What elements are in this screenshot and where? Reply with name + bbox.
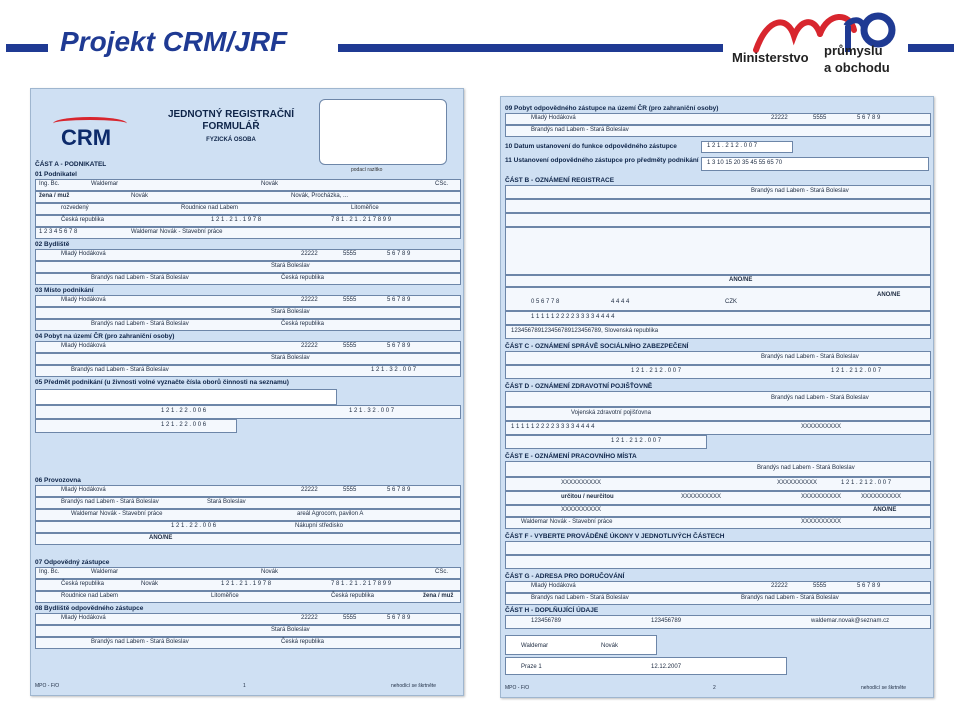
value-h-prijmeni: Novák: [601, 643, 619, 649]
value-obor-1: 1 2 1 . 2 2 . 0 0 6: [161, 408, 207, 414]
row-b-fu: [505, 185, 931, 199]
value-titul: Ing. Bc.: [39, 181, 60, 187]
value-h-fax: 123456789: [651, 618, 682, 624]
value-g-ulice: Mladý Hodáková: [531, 583, 576, 589]
row-f-1: [505, 541, 931, 555]
section-08-heading: 08 Bydliště odpovědného zástupce: [35, 605, 144, 612]
value-pobyt-cast-obce: Stará Boleslav: [271, 355, 310, 361]
value-e-obec: Brandýs nad Labem - Stará Boleslav: [757, 465, 855, 471]
mpo-logo: [728, 6, 906, 86]
crm-logo-text: CRM: [61, 125, 112, 150]
value-zast-byd-psc: 5 6 7 8 9: [387, 615, 411, 621]
value-cp: 22222: [301, 251, 318, 257]
value-h-jmeno: Waldemar: [521, 643, 549, 649]
form-page-2: [500, 96, 934, 698]
row-b-1: [505, 199, 931, 213]
slide-header: [0, 0, 960, 90]
value-b-iban: 1 1 1 1 1 2 2 2 2 3 3 3 3 4 4 4 4: [531, 314, 615, 320]
value-09-co: 5555: [813, 115, 827, 121]
checkbox-b-anone[interactable]: ANO/NE: [729, 277, 753, 283]
value-prov-areal: areál Agrocom, pavilon A: [297, 511, 364, 517]
value-prov-co: 5555: [343, 487, 357, 493]
value-jmeno: Waldemar: [91, 181, 119, 187]
row-narozeni: [35, 203, 461, 215]
value-e-cislo-7: XXXXXXXXXX: [801, 519, 842, 525]
value-e-urcity: určitou / neurčitou: [561, 494, 614, 500]
section-06-heading: 06 Provozovna: [35, 477, 81, 484]
page1-footer-number: 1: [243, 683, 246, 689]
stamp-label: podací razítko: [351, 167, 383, 173]
value-rodne-prijmeni: Novák: [131, 193, 149, 199]
section-05-heading: 05 Předmět podnikání (u živnosti volné vyznačte čísla oborů činnosti na seznamu): [35, 379, 289, 386]
value-zast-byd-ulice: Mladý Hodáková: [61, 615, 106, 621]
header-bar-middle: [338, 44, 723, 52]
row-b-ucet: [505, 287, 931, 311]
section-02-heading: 02 Bydliště: [35, 241, 70, 248]
value-prov-psc: 5 6 7 8 9: [387, 487, 411, 493]
value-b-mena: CZK: [725, 299, 737, 305]
value-b-banka: 4 4 4 4: [611, 299, 630, 305]
value-cast-obce: Stará Boleslav: [271, 263, 310, 269]
value-e-cislo: XXXXXXXXXX: [561, 480, 602, 486]
value-zast-misto: Roudnice nad Labem: [61, 593, 119, 599]
value-zast-byd-cp: 22222: [301, 615, 318, 621]
value-zast-prijmeni: Novák: [261, 569, 279, 575]
value-misto-psc: 5 6 7 8 9: [387, 297, 411, 303]
part-b-heading: ČÁST B - OZNÁMENÍ REGISTRACE: [505, 177, 615, 184]
row-prov-oteviraci: [35, 533, 461, 545]
value-e-jmeno: Waldemar Novák - Stavební práce: [521, 519, 613, 525]
logo-text-prumyslu: [824, 42, 890, 76]
checkbox-e-anone[interactable]: ANO/NE: [873, 507, 897, 513]
logo-text-line3: a obchodu: [824, 60, 890, 75]
value-zast-stat2: Česká republika: [331, 593, 375, 599]
row-predmet-1: [35, 389, 337, 405]
value-pobyt-ulice: Mladý Hodáková: [61, 343, 106, 349]
section-04-heading: 04 Pobyt na území ČR (pro zahraniční osoby): [35, 333, 175, 340]
value-10-datum: 1 2 1 . 2 1 2 . 0 0 7: [707, 143, 758, 149]
row-f-2: [505, 555, 931, 569]
value-datum-narozeni: 1 2 1 . 2 1 . 1 9 7 8: [211, 217, 262, 223]
row-h-misto: [505, 657, 787, 675]
value-b-tel: 123456789123456789123456789, Slovenská republika: [511, 328, 659, 334]
row-pohlavi: [35, 191, 461, 203]
row-prov-druh: [35, 521, 461, 533]
value-co: 5555: [343, 251, 357, 257]
section-11-heading: 11 Ustanovení odpovědného zástupce pro předměty podnikání: [505, 157, 699, 164]
value-zast-byd-cast: Stará Boleslav: [271, 627, 310, 633]
value-misto-cp: 22222: [301, 297, 318, 303]
page1-footer-right: nehodící se škrtněte: [391, 683, 437, 689]
value-zast-byd-stat: Česká republika: [281, 639, 325, 645]
value-09-cp: 22222: [771, 115, 788, 121]
value-okres: Litoměřice: [351, 205, 379, 211]
value-zast-narozeni: 1 2 1 . 2 1 . 1 9 7 8: [221, 581, 272, 587]
value-firma: Waldemar Novák - Stavební práce: [131, 229, 223, 235]
value-e-cislo-5: XXXXXXXXXX: [861, 494, 902, 500]
row-ico: [35, 227, 461, 239]
row-predmet-2: [35, 405, 461, 419]
value-09-ulice: Mladý Hodáková: [531, 115, 576, 121]
value-pobyt-den: 1 2 1 . 3 2 . 0 0 7: [371, 367, 417, 373]
value-e-cislo-3: XXXXXXXXXX: [681, 494, 722, 500]
value-misto-cast-obce: Stará Boleslav: [271, 309, 310, 315]
logo-text-ministerstvo: Ministerstvo: [732, 50, 809, 65]
row-bydliste-obec: [35, 261, 461, 273]
value-stat: Česká republika: [61, 217, 105, 223]
value-d-iban: 1 1 1 1 1 2 2 2 2 3 3 3 3 4 4 4 4: [511, 424, 595, 430]
value-stav: rozvedený: [61, 205, 89, 211]
value-misto-stat: Česká republika: [281, 321, 325, 327]
value-h-telefon: 123456789: [531, 618, 562, 624]
value-psc: 5 6 7 8 9: [387, 251, 411, 257]
value-h-dne: 12.12.2007: [651, 664, 682, 670]
value-09-obec: Brandýs nad Labem - Stará Boleslav: [531, 127, 629, 133]
value-rodne-cislo: 7 8 1 . 2 1 . 2 1 7 8 9 9: [331, 217, 392, 223]
value-misto-narozeni: Roudnice nad Labem: [181, 205, 239, 211]
section-03-heading: 03 Místo podnikání: [35, 287, 94, 294]
part-e-heading: ČÁST E - OZNÁMENÍ PRACOVNÍHO MÍSTA: [505, 453, 637, 460]
page1-footer-left: MPO - F/O: [35, 683, 60, 689]
stamp-box: [319, 99, 447, 165]
value-pobyt-psc: 5 6 7 8 9: [387, 343, 411, 349]
value-misto-obec: Brandýs nad Labem - Stará Boleslav: [91, 321, 189, 327]
crm-logo: [53, 115, 133, 155]
value-prov-obec: Brandýs nad Labem - Stará Boleslav: [61, 499, 159, 505]
value-e-cislo-2: XXXXXXXXXX: [777, 480, 818, 486]
value-zast-pohlavi: žena / muž: [423, 593, 454, 599]
value-ico: 1 2 3 4 5 6 7 8: [39, 229, 78, 235]
value-g-cp: 22222: [771, 583, 788, 589]
value-zast-jmeno: Waldemar: [91, 569, 119, 575]
value-d-pojistovna: Vojenská zdravotní pojišťovna: [571, 410, 651, 416]
value-b-fu: Brandýs nad Labem - Stará Boleslav: [751, 188, 849, 194]
header-bar-right: [908, 44, 954, 52]
value-zast-byd-obec: Brandýs nad Labem - Stará Boleslav: [91, 639, 189, 645]
value-h-email: waldemar.novak@seznam.cz: [811, 618, 890, 624]
value-ulice: Mladý Hodáková: [61, 251, 106, 257]
row-c-1: [505, 351, 931, 365]
row-misto-obec: [35, 307, 461, 319]
value-predchozi: Novák, Procházka, ...: [291, 193, 349, 199]
value-prov-obor: 1 2 1 . 2 2 . 0 0 6: [171, 523, 217, 529]
value-titul-za: CSc.: [435, 181, 449, 187]
part-h-heading: ČÁST H - DOPLŇUJÍCÍ ÚDAJE: [505, 607, 599, 614]
row-b-3: [505, 227, 931, 275]
value-zast-rc: 7 8 1 . 2 1 . 2 1 7 8 9 9: [331, 581, 392, 587]
value-obor-2: 1 2 1 . 3 2 . 0 0 7: [349, 408, 395, 414]
logo-text-line2: průmyslu: [824, 43, 883, 58]
value-g-co: 5555: [813, 583, 827, 589]
value-c-datum: 1 2 1 . 2 1 2 . 0 0 7: [631, 368, 682, 374]
section-01-heading: 01 Podnikatel: [35, 171, 77, 178]
row-b-anone: [505, 275, 931, 287]
part-g-heading: ČÁST G - ADRESA PRO DORUČOVÁNÍ: [505, 573, 625, 580]
value-zast-titul-za: CSc.: [435, 569, 449, 575]
page2-footer-left: MPO - F/O: [505, 685, 530, 691]
value-d-datum: 1 2 1 . 2 1 2 . 0 0 7: [611, 438, 662, 444]
value-misto-ulice: Mladý Hodáková: [61, 297, 106, 303]
value-misto-co: 5555: [343, 297, 357, 303]
form-subtitle: FYZICKÁ OSOBA: [206, 137, 256, 143]
value-pohlavi: žena / muž: [39, 193, 70, 199]
value-zast-stat: Česká republika: [61, 581, 105, 587]
value-e-cislo-4: XXXXXXXXXX: [801, 494, 842, 500]
part-a-heading: ČÁST A - PODNIKATEL: [35, 161, 107, 168]
value-c-obec: Brandýs nad Labem - Stará Boleslav: [761, 354, 859, 360]
form-page-1: [30, 88, 464, 696]
section-07-heading: 07 Odpovědný zástupce: [35, 559, 110, 566]
value-e-cislo-6: XXXXXXXXXX: [561, 507, 602, 513]
section-09-heading: 09 Pobyt odpovědného zástupce na území ČR (pro zahraniční osoby): [505, 105, 719, 112]
slide-title: Projekt CRM/JRF: [60, 26, 288, 57]
value-obec: Brandýs nad Labem - Stará Boleslav: [91, 275, 189, 281]
value-g-psc: 5 6 7 8 9: [857, 583, 881, 589]
value-stat2: Česká republika: [281, 275, 325, 281]
value-g-obec-2: Brandýs nad Labem - Stará Boleslav: [741, 595, 839, 601]
value-c-datum-2: 1 2 1 . 2 1 2 . 0 0 7: [831, 368, 882, 374]
page2-footer-right: nehodící se škrtněte: [861, 685, 907, 691]
value-prov-ulice: Mladý Hodáková: [61, 487, 106, 493]
row-d-datum: [505, 435, 707, 449]
value-b-ucet: 0 5 6 7 7 8: [531, 299, 560, 305]
row-pobyt-obec: [35, 353, 461, 365]
row-b-2: [505, 213, 931, 227]
value-zast-titul: Ing. Bc.: [39, 569, 60, 575]
value-09-psc: 5 6 7 8 9: [857, 115, 881, 121]
value-pobyt-co: 5555: [343, 343, 357, 349]
row-d-pojistovna: [505, 407, 931, 421]
value-zast-rodne: Novák: [141, 581, 159, 587]
value-prov-cp: 22222: [301, 487, 318, 493]
value-g-obec: Brandýs nad Labem - Stará Boleslav: [531, 595, 629, 601]
value-zast-okres: Litoměřice: [211, 593, 239, 599]
part-d-heading: ČÁST D - OZNÁMENÍ ZDRAVOTNÍ POJIŠŤOVNĚ: [505, 383, 653, 390]
form-title: JEDNOTNÝ REGISTRAČNÍ FORMULÁŘ: [167, 109, 295, 132]
part-f-heading: ČÁST F - VYBERTE PROVÁDĚNÉ ÚKONY V JEDNOTLIVÝCH ČÁSTECH: [505, 533, 725, 540]
checkbox-anone[interactable]: ANO/NE: [149, 535, 173, 541]
section-10-heading: 10 Datum ustanovení do funkce odpovědného zástupce: [505, 143, 677, 150]
value-d-obec: Brandýs nad Labem - Stará Boleslav: [771, 395, 869, 401]
value-prov-nakupni: Nákupní středisko: [295, 523, 344, 529]
row-zast-byd-obec: [35, 625, 461, 637]
row-e-1: [505, 461, 931, 477]
value-zast-byd-co: 5555: [343, 615, 357, 621]
value-prijmeni: Novák: [261, 181, 279, 187]
row-predmet-3: [35, 419, 237, 433]
value-d-cislo: XXXXXXXXXX: [801, 424, 842, 430]
value-pobyt-obec: Brandýs nad Labem - Stará Boleslav: [71, 367, 169, 373]
value-pobyt-cp: 22222: [301, 343, 318, 349]
value-obor-3: 1 2 1 . 2 2 . 0 0 6: [161, 422, 207, 428]
value-e-datum: 1 2 1 . 2 1 2 . 0 0 7: [841, 480, 892, 486]
part-c-heading: ČÁST C - OZNÁMENÍ SPRÁVĚ SOCIÁLNÍHO ZABEZPEČENÍ: [505, 343, 689, 350]
header-bar-left: [6, 44, 48, 52]
page2-footer-number: 2: [713, 685, 716, 691]
value-11-obory: 1 3 10 15 20 35 45 55 65 70: [707, 160, 783, 166]
value-prov-nazev: Waldemar Novák - Stavební práce: [71, 511, 163, 517]
value-h-v: Praze 1: [521, 664, 542, 670]
value-prov-cast: Stará Boleslav: [207, 499, 246, 505]
checkbox-b-anone-2[interactable]: ANO/NE: [877, 292, 901, 298]
